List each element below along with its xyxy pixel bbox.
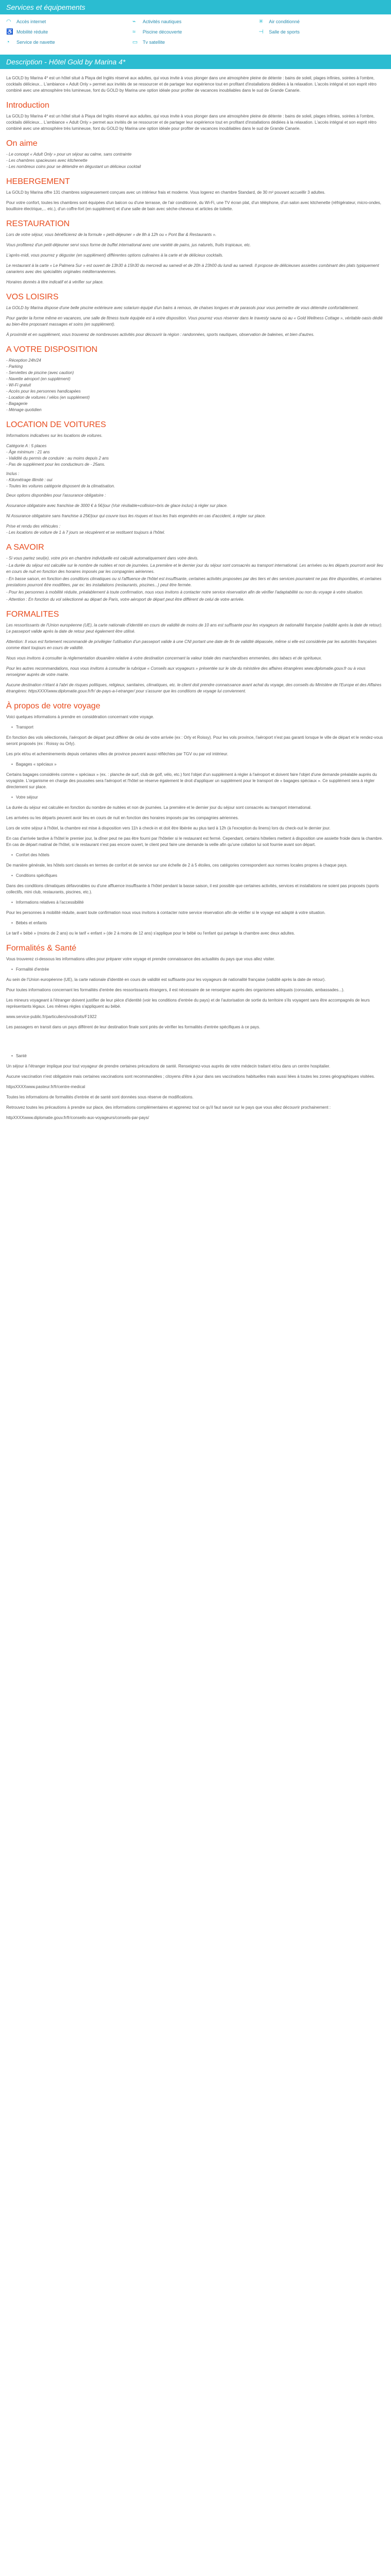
acces-label: • Informations relatives à l'accessibilité <box>11 900 385 906</box>
services-grid <box>0 14 391 48</box>
transport-label: • Transport <box>11 724 385 731</box>
voyage-text2: Les arrivées ou les départs peuvent avoir lieu en cours de nuit en fonction des horaires imposés par les compagnies aériennes. <box>6 816 239 820</box>
hebergement-p1: La GOLD by Marina offre 131 chambres soigneusement conçues avec un intérieur frais et moderne. Vous logerez en chambre Standard, de 30 m² pouvant accueillir 3 adultes. <box>6 190 325 195</box>
services-bar: Services et équipements <box>0 0 391 14</box>
service-label: Activités nautiques <box>142 19 182 24</box>
propos-p1: Voici quelques informations à prendre en considération concernant votre voyage. <box>6 715 154 719</box>
fs-t1: Au sein de l'Union européenne (UE), la carte nationale d'identité en cours de validité est suffisante pour les voyageurs de nationalité française (validité après la date de retour). <box>6 977 326 982</box>
service-item <box>133 39 259 45</box>
location-inclus <box>6 471 385 489</box>
hebergement-p2: Pour votre confort, toutes les chambres sont équipées d'un balcon ou d'une terrasse, de l'air conditionné, du Wi-Fi, une TV écran plat, d'un téléphone, d'un salon avec kitchenette (réfrigérateur, micro-ondes, bouilloire électrique,... etc.), d'un coffre-fort (en supplément) et d'une salle de bain avec sèche-cheveux et articles de toilette. <box>6 200 382 211</box>
acces-label-list <box>6 900 385 906</box>
voyage-label: • Votre séjour <box>11 794 385 801</box>
fs-label1-list <box>6 967 385 973</box>
location-p4: Ni Assurance obligatoire sans franchise à 25€/jour qui couvre tous les risques et tous les frais engendrés en cas d'accident, à régler sur place. <box>6 514 266 518</box>
list-item: - Validité du permis de conduire : au moins depuis 2 ans <box>6 456 109 461</box>
service-item <box>258 29 385 35</box>
savoir-item: - La durée du séjour est calculée sur le nombre de nuitées et non de journées. La première et le dernier jour du séjour sont consacrés au transport international. Les arrivées ou les départs pourront avoir lieu en cours de nuit en fonction des horaires imposés par les compagnies aériennes. <box>6 563 383 574</box>
service-label: Service de navette <box>17 40 55 45</box>
wifi-icon: ◠ <box>6 19 11 25</box>
list-item: Inclus : <box>6 471 20 476</box>
service-label: Air conditionné <box>269 19 300 24</box>
list-item: - Âge minimum : 21 ans <box>6 450 50 454</box>
restauration-p2: Vous profiterez d'un petit-déjeuner servi sous forme de buffet international avec une variété de pains, jus naturels, fruits tropicaux, etc. <box>6 243 251 247</box>
formalites-p1: Les ressortissants de l'Union européenne (UE), la carte nationale d'identité en cours de validité de moins de 10 ans est suffisante pour les voyageurs de nationalité française (validité après la date de retour). Le passeport valide après la date de retour peut également être utilisé. <box>6 623 383 634</box>
fs-label2-list <box>6 1053 385 1059</box>
list-item: - Kilométrage illimité : oui <box>6 478 53 482</box>
formalites-p4: Pour les autres recommandations, nous vous invitons à consulter la rubrique « Conseils aux voyageurs » présentée sur le site du ministère des affaires étrangères www.diplomatie.gouv.fr ou à vous renseigner auprès de votre mairie. <box>6 666 366 677</box>
service-label: Salle de sports <box>269 29 300 35</box>
introduction-title: Introduction <box>6 101 50 110</box>
fs-t7: Aucune vaccination n'est obligatoire mais certaines vaccinations sont recommandées ; citoyens d'être à jour dans ses vaccinations habituelles mais aussi liées à toutes les zones géographiques visitées. <box>6 1074 375 1079</box>
tv-icon: ▭ <box>132 39 138 45</box>
on-aime-title: On aime <box>6 139 38 148</box>
voyage-text3: Lors de votre séjour à l'hôtel, la chambre est mise à disposition vers 11h à check-in et doit être libérée au plus tard à 12h (à l'exception du linens) lors du check-out le dernier jour. <box>6 826 331 831</box>
voyage-text4: En cas d'arrivée tardive à l'hôtel le premier jour, la dîner peut ne pas être fourni par l'hôtelier si le restaurant est fermé. Cependant, certains hôteliers mettent à disposition une assiette froide dans la chambre. En cas de départ matinal de l'hôtel, si le restaurant n'est pas encore ouvert, le client peut faire une demande la veille afin qu'une collation lui soit fournie avant son départ. <box>6 836 383 847</box>
loisirs-p3: À proximité et en supplément, vous trouverez de nombreuses activités pour découvrir la région : randonnées, sports nautiques, observation de baleines, et bien d'autres. <box>6 332 315 337</box>
bagages-text: Certains bagages considérés comme « spéciaux » (ex. : planche de surf, club de golf, vélo, etc.) font l'objet d'un supplément à régler à l'aéroport et doivent faire l'objet d'une demande préalable auprès du voyagiste. L'organisme en charge des poussées sera l'aéroport et l'hôtel se réserve également le droit d'appliquer un supplément pour le transport de « bagages spéciaux ». Ce supplément sera à régler directement sur place. <box>6 772 377 789</box>
location-p1: Informations indicatives sur les locations de voitures. <box>6 433 103 438</box>
fs-t5: Les passagers en transit dans un pays différent de leur destination finale sont priés de vérifier les formalités d'entrée spécifiques à ce pays. <box>6 1025 260 1029</box>
formalites-p3: Nous vous invitons à consulter la réglementation douanière relative à votre destination concernant la valeur totale des marchandises emmenées, des tabacs et de spiritueux. <box>6 656 322 660</box>
introduction-text: La GOLD by Marina 4* est un hôtel situé à Playa del Inglés réservé aux adultes, qui vous invite à vous plonger dans une atmosphère pleine de détente : bains de soleil, plages infinies, soirées à l'ombre, cocktails délicieux... L'ambiance « Adult Only » permet aux invités de se ressourcer et de partager leur expérience tout en profitant d'installations dédiées à la relaxation. L'accès intégral et son esprit rétro combiné avec une atmosphère très lumineuse, font du GOLD by Marina une option idéale pour profiter de vacances inoubliables dans le sud de Grande Canarie. <box>6 114 377 131</box>
location-conditions <box>6 443 385 468</box>
list-item: - Location de voitures / vélos (en supplément) <box>6 395 90 400</box>
fs-t11[interactable]: httpXXXXwww.diplomatie.gouv.fr/fr/conseils-aux-voyageurs/conseils-par-pays/ <box>6 1115 149 1120</box>
fs-t4[interactable]: www.service-public.fr/particuliers/vosdroits/F1922 <box>6 1014 97 1019</box>
bagages-label-list <box>6 761 385 768</box>
service-item <box>6 29 133 35</box>
transport-text2: Les prix et/ou et acheminements depuis certaines villes de province peuvent aussi réfléchies par TGV ou par vol intérieur. <box>6 752 229 756</box>
acces-text: Pour les personnes à mobilité réduite, avant toute confirmation nous vous invitons à contacter notre service réservation afin de vérifier si le voyage est adapté à votre situation. <box>6 910 326 915</box>
transport-text: En fonction des vols sélectionnés, l'aéroport de départ peut différer de celui de votre arrivée (ex : Orly et Roissy). Pour les vols province, l'aéroport n'est pas garanti lorsque le ville de départ et le rendez-vous seront proposés (ex : Roissy ou Orly). <box>6 735 383 746</box>
loisirs-p1: La GOLD by Marina dispose d'une belle piscine extérieure avec solarium équipé d'un bains à remous, de chaises longues et de parasols pour vous permettre de vous détendre confortablement. <box>6 306 359 310</box>
hebergement-title: HEBERGEMENT <box>6 177 70 186</box>
service-item <box>133 19 259 25</box>
wheelchair-icon: ♿ <box>6 29 13 35</box>
list-item: - Ménage quotidien <box>6 408 42 412</box>
disposition-list <box>6 358 385 413</box>
service-label: Accès internet <box>17 19 46 24</box>
bebes-label: • Bébés et enfants <box>11 920 385 926</box>
bagages-label: • Bagages « spéciaux » <box>11 761 385 768</box>
bebes-text: Le tarif « bébé » (moins de 2 ans) ou le tarif « enfant » (de 2 à moins de 12 ans) s'applique pour le bébé ou l'enfant qui partage la chambre avec deux adultes. <box>6 931 295 936</box>
location-title: LOCATION DE VOITURES <box>6 420 106 429</box>
list-item: - Wi-Fi gratuit <box>6 383 31 387</box>
restauration-title: RESTAURATION <box>6 219 70 228</box>
savoir-item: - Pour les personnes à mobilité réduite, préalablement à toute confirmation, nous vous invitons à contacter notre service réservation afin de vérifier l'adaptabilité ou non du voyage à votre situation. <box>6 590 364 595</box>
cond-label-list <box>6 873 385 879</box>
list-item: - Le concept « Adult Only » pour un séjour au calme, sans contrainte <box>6 152 132 157</box>
propos-title: À propos de votre voyage <box>6 702 101 710</box>
fs-t2: Pour toutes informations concernant les formalités d'entrée des ressortissants étrangers, il est nécessaire de se renseigner auprès des organismes adéquats (consulats, ambassades...). <box>6 988 345 992</box>
room-service-icon: ◔ <box>6 39 10 45</box>
restauration-p5: Horaires donnés à titre indicatif et à vérifier sur place. <box>6 280 104 284</box>
confort-text: De manière générale, les hôtels sont classés en termes de confort et de service sur une échelle de 2 à 5 étoiles, ces catégories correspondent aux normes locales propres à chaque pays. <box>6 863 348 868</box>
location-p2: Deux options disponibles pour l'assurance obligatoire : <box>6 493 106 498</box>
fs-t3: Les mineurs voyageant à l'étranger doivent justifier de leur pièce d'identité (voir les conditions d'entrée du pays) et de l'autorisation de sortie du territoire s'ils voyagent sans être accompagnés de leurs représentants légaux. Les mêmes règles s'appliquent au bébé. <box>6 998 370 1009</box>
intro-paragraph: La GOLD by Marina 4* est un hôtel situé à Playa del Inglés réservé aux adultes, qui vous invite à vous plonger dans une atmosphère pleine de détente : bains de soleil, plages infinies, soirées à l'ombre, cocktails délicieux... L'ambiance « Adult Only » permet aux invités de se ressourcer et de partager leur expérience tout en profitant d'installations dédiées à la relaxation. L'accès intégral et son esprit rétro combiné avec une atmosphère très lumineuse, font du GOLD by Marina une option idéale pour profiter de vacances inoubliables dans le sud de Grande Canarie. <box>6 76 377 93</box>
service-item <box>6 19 133 25</box>
list-item: - Toutes les voitures catégorie disposent de la climatisation. <box>6 484 115 488</box>
savoir-item: - Attention : En fonction du vol sélectionné au départ de Paris, votre aéroport de départ peut être différent de celui de votre arrivée. <box>6 597 245 602</box>
service-item <box>133 29 259 35</box>
on-aime-list <box>6 151 385 170</box>
formalites-sante-title: Formalités & Santé <box>6 944 77 953</box>
restauration-p4: Le restaurant à la carte « Le Palmera Sur » est ouvert de 13h30 à 15h30 du mercredi au samedi et de 20h à 23h00 du lundi au samedi. Il propose de délicieuses assiettes combinant des plats typiquement canariens avec des spécialités originales méditerranéennes. <box>6 263 379 274</box>
formalites-title: FORMALITES <box>6 610 59 619</box>
content <box>0 69 391 1121</box>
cond-label: • Conditions spécifiques <box>11 873 385 879</box>
voyage-text: La durée du séjour est calculée en fonction du nombre de nuitées et non de journées. La première et le dernier jour du séjour sont consacrés au transport international. <box>6 805 312 810</box>
location-p3: Assurance obligatoire avec franchise de 3000 € à 5€/jour (Voir résiliable+collision+bris de glace inclus) à régler sur place. <box>6 503 228 508</box>
savoir-item: - En basse saison, en fonction des conditions climatiques ou si l'affluence de l'hôtel est insuffisante, certaines activités proposées par des tiers et des services pourraient ne pas être disponibles, et certaines prestations pourront être modifiées, par ex: les installations (restaurants, piscines...) peut être fermée. <box>6 577 382 587</box>
gym-icon: ⊣ <box>258 29 264 35</box>
transport-label-list <box>6 724 385 731</box>
voyage-label-list <box>6 794 385 801</box>
fs-t8[interactable]: httpsXXXXwww.pasteur.fr/fr/centre-medical <box>6 1084 85 1089</box>
service-item <box>258 19 385 25</box>
confort-label-list <box>6 852 385 858</box>
ac-icon: ✳ <box>258 19 264 25</box>
disposition-title: A VOTRE DISPOSITION <box>6 345 97 354</box>
savoir-title: A SAVOIR <box>6 543 44 552</box>
list-item: - Serviettes de piscine (avec caution) <box>6 370 74 375</box>
savoir-item: - Si vous partez seul(e), votre prix en chambre individuelle est calculé automatiquement dans votre devis. <box>6 556 199 561</box>
list-item: - Réception 24h/24 <box>6 358 41 363</box>
confort-label: • Confort des hôtels <box>11 852 385 858</box>
fs-p1: Vous trouverez ci-dessous les informations utiles pour préparer votre voyage et prendre connaissance des actualités du pays que vous allez visiter. <box>6 957 275 961</box>
list-item: - Pas de supplément pour les conducteurs de - 25ans. <box>6 462 106 467</box>
location-p6: - Les locations de voiture de 1 à 7 jours se récupèrent et se restituent toujours à l'hôtel. <box>6 530 165 535</box>
bebes-label-list <box>6 920 385 926</box>
service-label: Tv satellite <box>142 40 165 45</box>
cond-text: Dans des conditions climatiques défavorables ou d'une affluence insuffisante à l'hôtel pendant la basse saison, il est possible que certaines activités, services et installations ne soient pas proposés (sports collectifs, mini club, restaurants, piscines, etc.). <box>6 884 379 894</box>
service-label: Mobilité réduite <box>17 29 48 35</box>
list-item: Catégorie A : 5 places <box>6 444 47 448</box>
list-item: - Navette aéroport (en supplément) <box>6 377 71 381</box>
fs-label2: • Santé <box>11 1053 385 1059</box>
restauration-p3: L'après-midi, vous pourrez y déguster (en supplément) différentes options culinaires à la carte et de délicieux cocktails. <box>6 253 223 258</box>
service-label: Piscine découverte <box>142 29 182 35</box>
fs-t9: Toutes les informations de formalités d'entrée et de santé sont données sous réserve de modifications. <box>6 1095 194 1099</box>
list-item: - Accès pour les personnes handicapées <box>6 389 81 394</box>
list-item: - Bagagerie <box>6 401 28 406</box>
list-item: - Les chambres spacieuses avec kitchenette <box>6 158 88 163</box>
nautical-icon: ⌁ <box>132 19 136 25</box>
description-bar: Description - Hôtel Gold by Marina 4* <box>0 55 391 69</box>
loisirs-p2: Pour garder la forme même en vacances, une salle de fitness toute équipée est à votre disposition. Vous pourrez vous réserver dans le travesty sauna où au « Gold Wellness Cottage », véritable oasis dédié au bien-être proposant massages et soins (en supplément). <box>6 316 383 327</box>
list-item: - Les nombreux coins pour se détendre en dégustant un délicieux cocktail <box>6 164 141 169</box>
formalites-p2: Attention: Il vous est fortement recommandé de privilégier l'utilisation d'un passeport valide à une CNI portant une date de fin de validité dépassée, même si elle est considérée par les autorités françaises comme étant toujours en cours de validité. <box>6 639 377 650</box>
location-p5: Prise et rendu des véhicules : <box>6 524 60 529</box>
pool-icon: ≈ <box>132 29 136 35</box>
restauration-p1: Lors de votre séjour, vous bénéficierez de la formule « petit-déjeuner » de 8h à 12h ou « Pont Bar & Restaurants ». <box>6 232 217 237</box>
service-item <box>6 39 133 45</box>
fs-t6: Un séjour à l'étranger implique pour tout voyageur de prendre certaines précautions de santé. Renseignez-vous auprès de votre médecin traitant et/ou dans un centre hospitalier. <box>6 1064 331 1069</box>
fs-t10: Retrouvez toutes les précautions à prendre sur place, des informations complémentaires et apprenez tout ce qu'il faut savoir sur le pays que vous allez découvrir prochainement : <box>6 1105 331 1110</box>
loisirs-title: VOS LOISIRS <box>6 293 59 301</box>
formalites-p5: Aucune destination n'étant à l'abri de risques politiques, religieux, sanitaires, climatiques, etc. le client doit prendre connaissance avant achat du voyage, des conseils du Ministère de l'Europe et des Affaires étrangères: httpsXXXXwww.diplomatie.gouv.fr/fr/ de-pays-a-l-etranger/ pour s'assurer que les conditions de voyage lui conviennent. <box>6 683 382 693</box>
list-item: - Parking <box>6 364 23 369</box>
fs-label1: • Formalité d'entrée <box>11 967 385 973</box>
